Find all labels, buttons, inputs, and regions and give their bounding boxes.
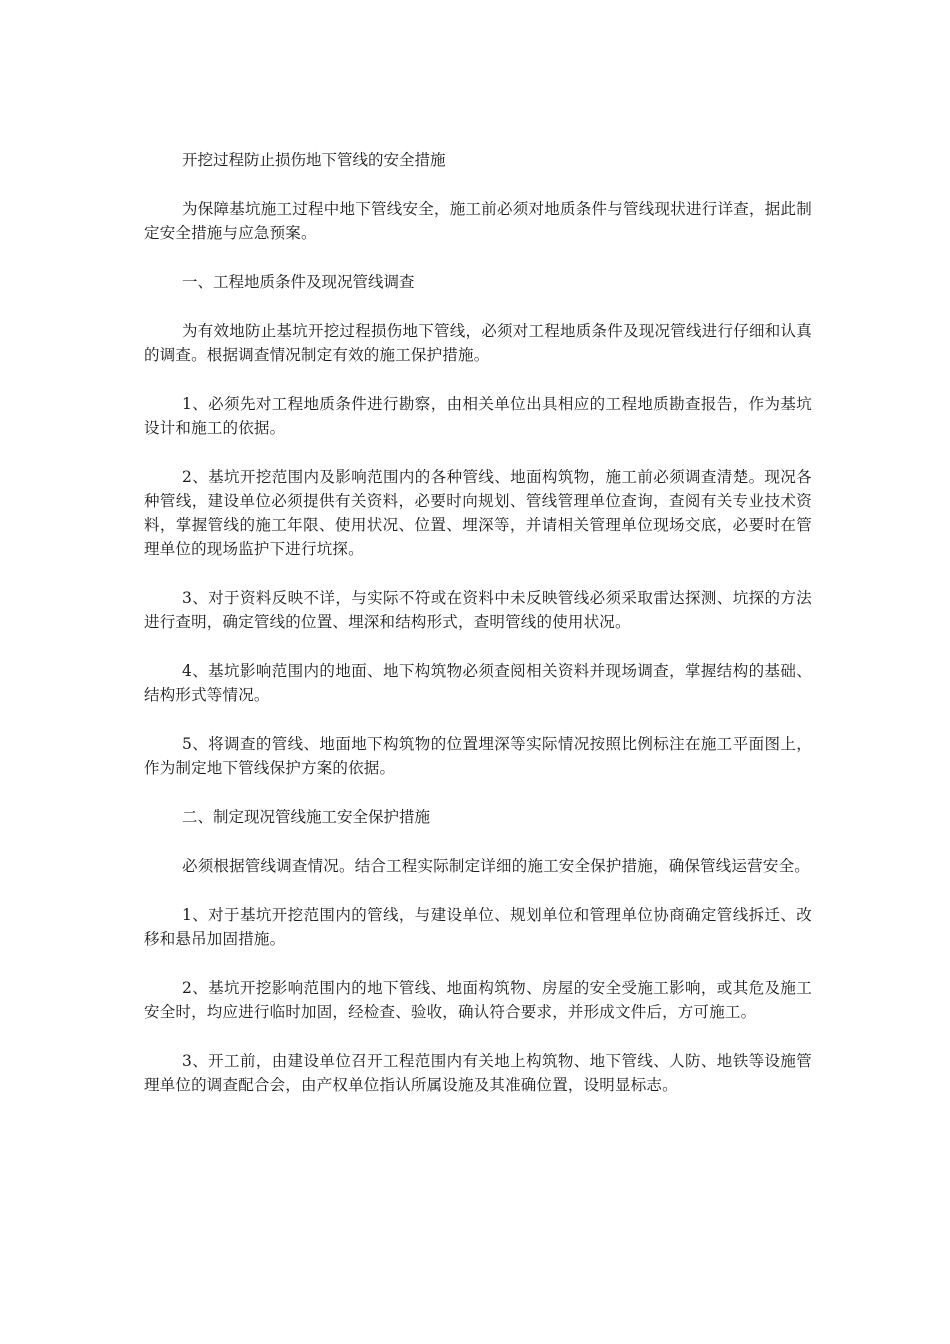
section-2-item: 2、基坑开挖影响范围内的地下管线、地面构筑物、房屋的安全受施工影响，或其危及施工安全时，均应进行临时加固，经检查、验收，确认符合要求，并形成文件后，方可施工。 bbox=[144, 979, 812, 1021]
document-body bbox=[144, 148, 812, 1122]
section-1-item: 4、基坑影响范围内的地面、地下构筑物必须查阅相关资料并现场调查，掌握结构的基础、结构形式等情况。 bbox=[144, 662, 812, 704]
section-1-item: 1、必须先对工程地质条件进行勘察，由相关单位出具相应的工程地质勘查报告，作为基坑设计和施工的依据。 bbox=[144, 395, 812, 437]
section-1-item: 5、将调查的管线、地面地下构筑物的位置埋深等实际情况按照比例标注在施工平面图上，作为制定地下管线保护方案的依据。 bbox=[144, 735, 812, 777]
document-title: 开挖过程防止损伤地下管线的安全措施 bbox=[182, 151, 446, 169]
section-1-item: 2、基坑开挖范围内及影响范围内的各种管线、地面构筑物，施工前必须调查清楚。现况各种管线，建设单位必须提供有关资料，必要时向规划、管线管理单位查询，查阅有关专业技术资料，掌握管线的施工年限、使用状况、位置、埋深等，并请相关管理单位现场交底，必要时在管理单位的现场监护下进行坑探。 bbox=[144, 468, 812, 558]
section-2-item: 1、对于基坑开挖范围内的管线，与建设单位、规划单位和管理单位协商确定管线拆迁、改移和悬吊加固措施。 bbox=[144, 906, 812, 948]
intro-paragraph: 为保障基坑施工过程中地下管线安全，施工前必须对地质条件与管线现状进行详查，据此制定安全措施与应急预案。 bbox=[144, 200, 812, 242]
section-2-lead: 必须根据管线调查情况。结合工程实际制定详细的施工安全保护措施，确保管线运营安全。 bbox=[182, 857, 811, 875]
section-1-item: 3、对于资料反映不详，与实际不符或在资料中未反映管线必须采取雷达探测、坑探的方法进行查明，确定管线的位置、埋深和结构形式，查明管线的使用状况。 bbox=[144, 589, 812, 631]
section-2-item: 3、开工前，由建设单位召开工程范围内有关地上构筑物、地下管线、人防、地铁等设施管理单位的调查配合会，由产权单位指认所属设施及其准确位置，设明显标志。 bbox=[144, 1052, 812, 1094]
section-1-lead: 为有效地防止基坑开挖过程损伤地下管线，必须对工程地质条件及现况管线进行仔细和认真的调查。根据调查情况制定有效的施工保护措施。 bbox=[144, 322, 812, 364]
section-1-heading: 一、工程地质条件及现况管线调查 bbox=[182, 273, 415, 291]
section-2-heading: 二、制定现况管线施工安全保护措施 bbox=[182, 808, 431, 826]
